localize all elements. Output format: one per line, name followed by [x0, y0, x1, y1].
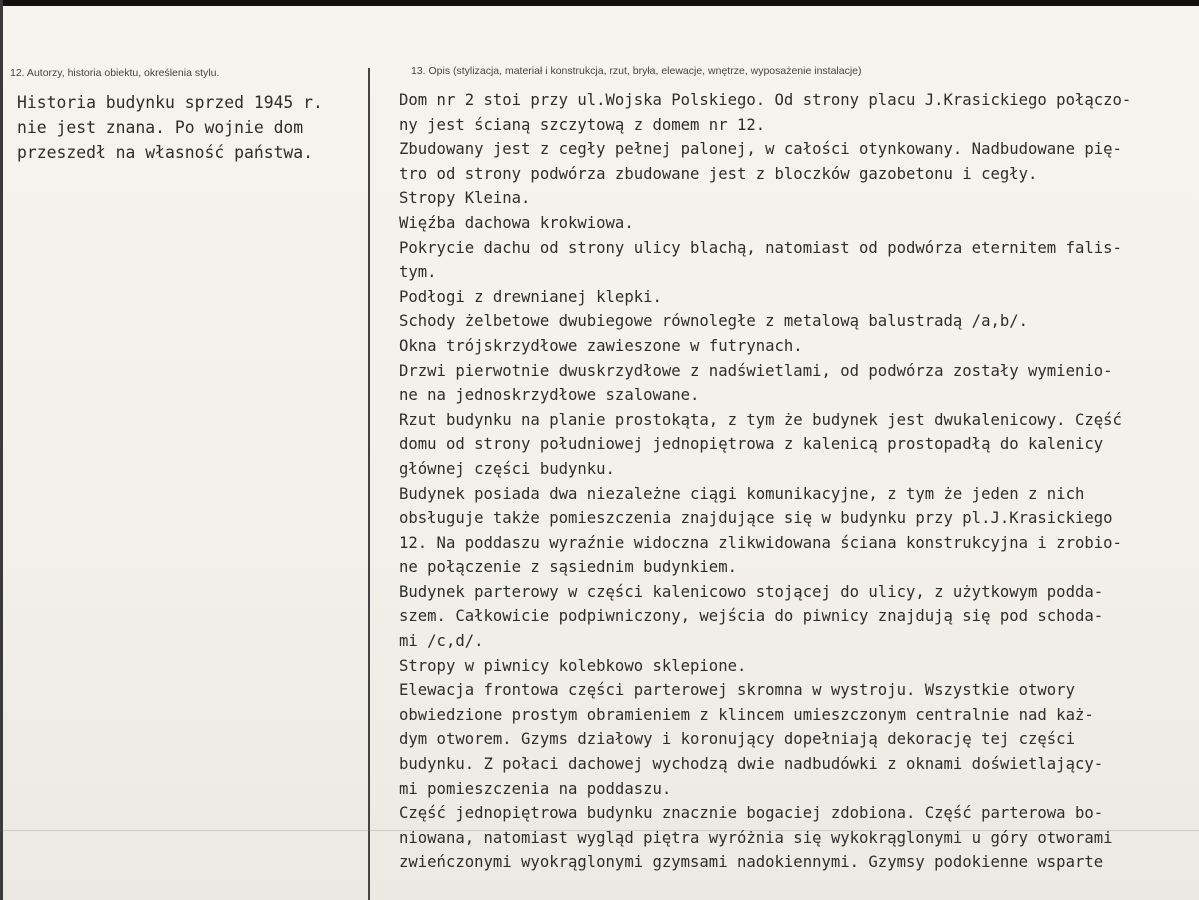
text-line: Drzwi pierwotnie dwuskrzydłowe z nadświetlami, od podwórza zostały wymienio- — [399, 361, 1113, 380]
text-line: szem. Całkowicie podpiwniczony, wejścia do piwnicy znajdują się pod schoda- — [399, 607, 1104, 626]
text-line: Podłogi z drewnianej klepki. — [399, 287, 662, 306]
section-header-12: 12. Autorzy, historia obiektu, określenia stylu. — [10, 67, 220, 79]
text-line: głównej części budynku. — [399, 459, 615, 478]
text-line: Część jednopiętrowa budynku znacznie bogaciej zdobiona. Część parterowa bo- — [399, 804, 1104, 823]
text-line: Stropy Kleina. — [399, 189, 531, 208]
text-line: tym. — [399, 263, 437, 282]
column-divider — [368, 68, 370, 900]
text-line: zwieńczonymi wyokrąglonymi gzymsami nadokiennymi. Gzymsy podokienne wsparte — [399, 853, 1104, 872]
text-line: Schody żelbetowe dwubiegowe równoległe z metalową balustradą /a,b/. — [399, 312, 1029, 331]
text-line: Budynek parterowy w części kalenicowo stojącej do ulicy, z użytkowym podda- — [399, 582, 1104, 601]
top-border — [0, 0, 1199, 6]
text-line: Okna trójskrzydłowe zawieszone w futrynach. — [399, 336, 803, 355]
text-line: ne połączenie z sąsiednim budynkiem. — [399, 558, 737, 577]
left-edge — [0, 0, 3, 900]
text-line: budynku. Z połaci dachowej wychodzą dwie nadbudówki z oknami doświetlający- — [399, 755, 1104, 774]
text-line: mi /c,d/. — [399, 632, 484, 651]
text-line: Pokrycie dachu od strony ulicy blachą, natomiast od podwórza eternitem falis- — [399, 238, 1122, 257]
text-line: ne na jednoskrzydłowe szalowane. — [399, 386, 700, 405]
text-line: domu od strony południowej jednopiętrowa z kalenicą prostopadłą do kalenicy — [399, 435, 1104, 454]
text-line: 12. Na poddaszu wyraźnie widoczna zlikwidowana ściana konstrukcyjna i zrobio- — [399, 533, 1122, 552]
text-line: tro od strony podwórza zbudowane jest z bloczków gazobetonu i cegły. — [399, 164, 1038, 183]
text-line: dym otworem. Gzyms działowy i koronujący dopełniają dekorację tej części — [399, 730, 1075, 749]
text-line: obsługuje także pomieszczenia znajdujące się w budynku przy pl.J.Krasickiego — [399, 509, 1113, 528]
text-line: Elewacja frontowa części parterowej skromna w wystroju. Wszystkie otwory — [399, 681, 1075, 700]
text-line: Dom nr 2 stoi przy ul.Wojska Polskiego. Od strony placu J.Krasickiego połączo- — [399, 91, 1132, 109]
section-header-13: 13. Opis (stylizacja, materiał i konstrukcja, rzut, bryła, elewacje, wnętrze, wyposażenie instalacje) — [411, 65, 862, 77]
text-line: Historia budynku sprzed 1945 r. — [17, 93, 323, 112]
text-line: Budynek posiada dwa niezależne ciągi komunikacyjne, z tym że jeden z nich — [399, 484, 1085, 503]
text-line: Więźba dachowa krokwiowa. — [399, 213, 634, 232]
text-line: Zbudowany jest z cegły pełnej palonej, w całości otynkowany. Nadbudowane pię- — [399, 140, 1122, 159]
text-line: ny jest ścianą szczytową z domem nr 12. — [399, 115, 766, 134]
text-line: obwiedzione prostym obramieniem z klincem umieszczonym centralnie nad każ- — [399, 705, 1094, 724]
text-line: niowana, natomiast wygląd piętra wyróżnia się wykokrąglonymi u góry otworami — [399, 828, 1113, 847]
text-line: mi pomieszczenia na poddaszu. — [399, 779, 672, 798]
text-line: Stropy w piwnicy kolebkowo sklepione. — [399, 656, 747, 675]
text-line: Rzut budynku na planie prostokąta, z tym że budynek jest dwukalenicowy. Część — [399, 410, 1122, 429]
description-column — [399, 88, 1189, 875]
history-column — [17, 90, 323, 165]
text-line: nie jest znana. Po wojnie dom — [17, 118, 304, 137]
text-line: przeszedł na własność państwa. — [17, 143, 314, 162]
